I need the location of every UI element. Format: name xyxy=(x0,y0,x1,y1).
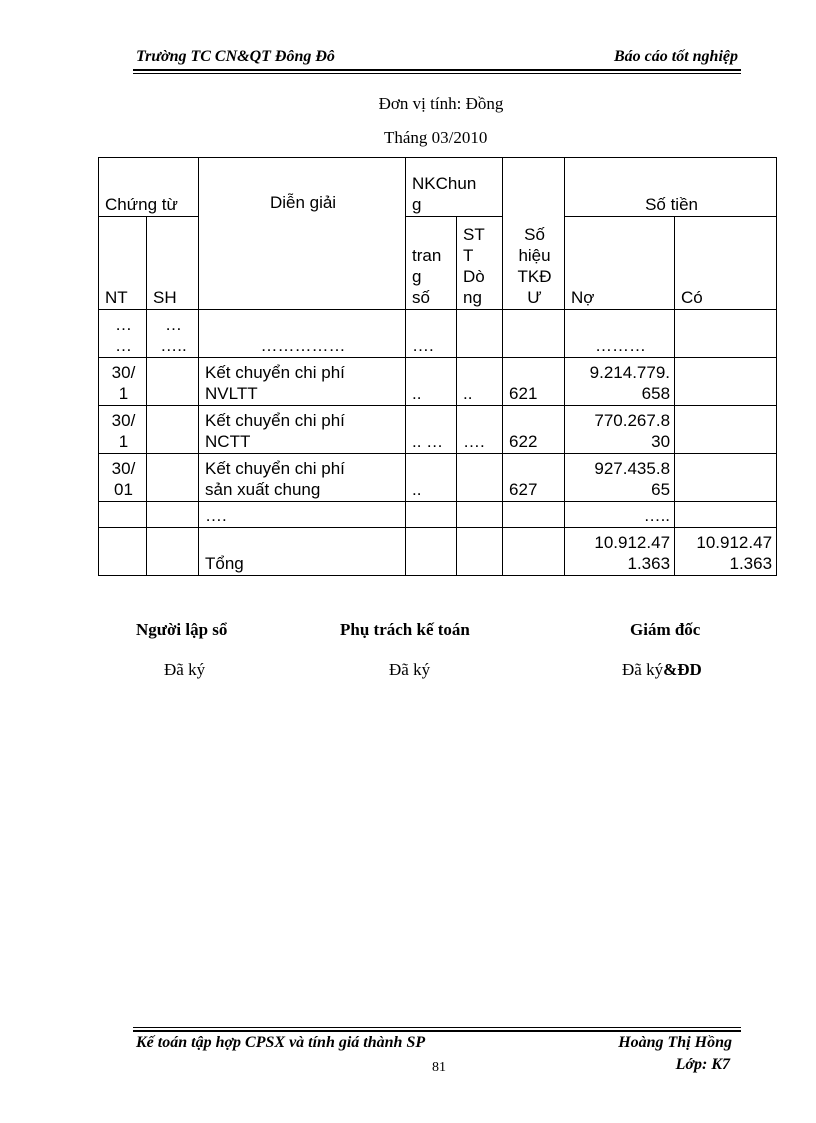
header-chung-tu: Chứng từ xyxy=(99,158,199,217)
cell-dien-giai: Tổng xyxy=(199,528,406,576)
signature-preparer-status: Đã ký xyxy=(164,660,206,679)
table-row-total xyxy=(99,528,777,576)
cell-stt: …. xyxy=(457,406,503,454)
table-row xyxy=(99,310,777,358)
cell-stt xyxy=(457,454,503,502)
table-row xyxy=(99,358,777,406)
header-divider xyxy=(133,69,741,74)
header-nt: NT xyxy=(99,217,147,310)
cell-tk xyxy=(503,528,565,576)
cell-tk: 622 xyxy=(503,406,565,454)
cell-co xyxy=(675,502,777,528)
cell-dien-giai: Kết chuyển chi phí sản xuất chung xyxy=(199,454,406,502)
footer-subject: Kế toán tập hợp CPSX và tính giá thành SP xyxy=(136,1034,426,1051)
table-row xyxy=(99,502,777,528)
header-school: Trường TC CN&QT Đông Đô xyxy=(136,48,335,65)
cell-trang xyxy=(406,528,457,576)
cell-nt: 30/ 1 xyxy=(99,406,147,454)
cell-sh xyxy=(147,406,199,454)
cell-tk xyxy=(503,310,565,358)
cell-dien-giai: …………… xyxy=(199,310,406,358)
table-row xyxy=(99,454,777,502)
cell-stt xyxy=(457,310,503,358)
cell-tk xyxy=(503,502,565,528)
cell-trang: .. xyxy=(406,454,457,502)
cell-sh xyxy=(147,358,199,406)
cell-sh xyxy=(147,528,199,576)
cell-nt: 30/ 01 xyxy=(99,454,147,502)
cell-trang: …. xyxy=(406,310,457,358)
cell-no: 10.912.47 1.363 xyxy=(565,528,675,576)
month-label: Tháng 03/2010 xyxy=(384,128,488,147)
header-co: Có xyxy=(675,217,777,310)
header-nkchung: NKChun g xyxy=(406,158,503,217)
signature-accountant-title: Phụ trách kế toán xyxy=(340,620,470,639)
cell-no: 9.214.779. 658 xyxy=(565,358,675,406)
cell-co xyxy=(675,358,777,406)
header-stt-dong: ST T Dò ng xyxy=(457,217,503,310)
cell-stt xyxy=(457,502,503,528)
page-number: 81 xyxy=(432,1060,446,1075)
cell-nt: 30/ 1 xyxy=(99,358,147,406)
footer-class: Lớp: K7 xyxy=(675,1056,730,1073)
header-sh: SH xyxy=(147,217,199,310)
cell-nt xyxy=(99,502,147,528)
unit-label: Đơn vị tính: Đồng xyxy=(378,94,504,113)
cell-co: 10.912.47 1.363 xyxy=(675,528,777,576)
header-no: Nợ xyxy=(565,217,675,310)
cell-tk: 621 xyxy=(503,358,565,406)
cell-stt xyxy=(457,528,503,576)
signature-director-status: Đã ký&ĐD xyxy=(622,660,702,679)
header-row-1 xyxy=(99,158,777,217)
header-trang-so: tran g số xyxy=(406,217,457,310)
cell-trang: .. … xyxy=(406,406,457,454)
cell-dien-giai: …. xyxy=(199,502,406,528)
signature-accountant-status: Đã ký xyxy=(389,660,431,679)
cell-sh xyxy=(147,454,199,502)
cell-dien-giai: Kết chuyển chi phí NCTT xyxy=(199,406,406,454)
cell-no: ….. xyxy=(565,502,675,528)
cell-co xyxy=(675,310,777,358)
cell-no: ……… xyxy=(565,310,675,358)
cell-nt: … … xyxy=(99,310,147,358)
cell-dien-giai: Kết chuyển chi phí NVLTT xyxy=(199,358,406,406)
cell-trang: .. xyxy=(406,358,457,406)
cell-nt xyxy=(99,528,147,576)
signature-director-title: Giám đốc xyxy=(630,620,701,639)
cell-sh xyxy=(147,502,199,528)
ledger-table xyxy=(98,157,777,576)
cell-sh: … ….. xyxy=(147,310,199,358)
cell-tk: 627 xyxy=(503,454,565,502)
header-dien-giai: Diễn giải xyxy=(199,158,406,310)
header-report-title: Báo cáo tốt nghiệp xyxy=(613,48,738,65)
header-so-hieu: Số hiệu TKĐ Ư xyxy=(503,158,565,310)
footer-author: Hoàng Thị Hồng xyxy=(618,1034,732,1051)
signature-preparer-title: Người lập sổ xyxy=(136,620,228,639)
header-so-tien: Số tiền xyxy=(565,158,777,217)
cell-stt: .. xyxy=(457,358,503,406)
cell-trang xyxy=(406,502,457,528)
table-row xyxy=(99,406,777,454)
cell-co xyxy=(675,454,777,502)
footer-divider xyxy=(133,1027,741,1032)
cell-no: 770.267.8 30 xyxy=(565,406,675,454)
cell-no: 927.435.8 65 xyxy=(565,454,675,502)
cell-co xyxy=(675,406,777,454)
